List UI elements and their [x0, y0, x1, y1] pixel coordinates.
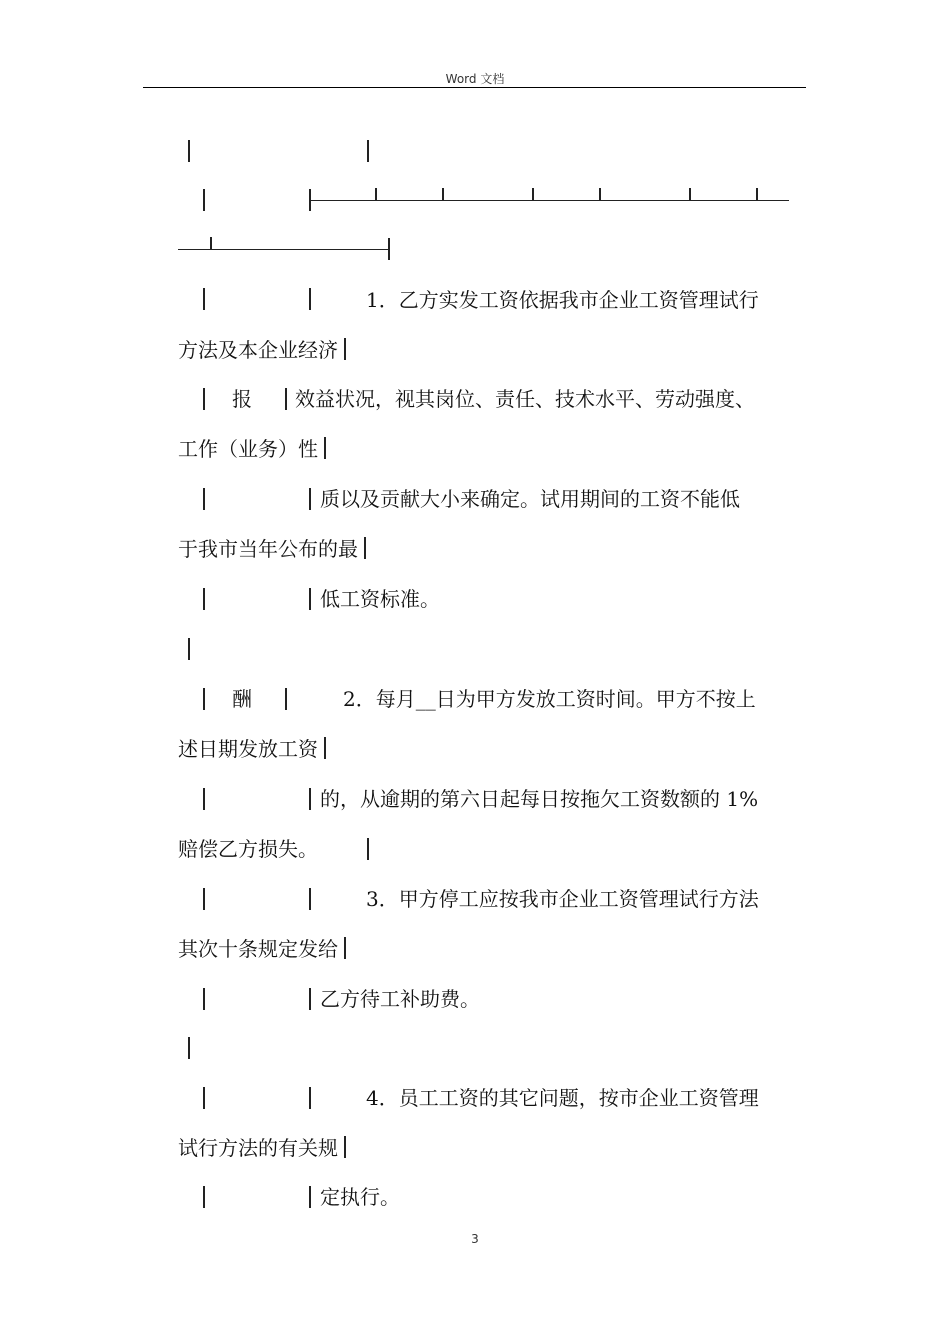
- table-border: [203, 1186, 205, 1208]
- text-line: 工作（业务）性: [178, 436, 332, 462]
- table-border: [203, 189, 205, 211]
- table-rule: [178, 249, 388, 250]
- text-line: 的，从逾期的第六日起每日按拖欠工资数额的 1%: [320, 787, 759, 811]
- table-border: [203, 988, 205, 1010]
- text-line: 效益状况，视其岗位、责任、技术水平、劳动强度、: [295, 387, 755, 411]
- text-line: 质以及贡献大小来确定。试用期间的工资不能低: [320, 487, 740, 511]
- table-border: [203, 888, 205, 910]
- text-line: 4．员工工资的其它问题，按市企业工资管理: [366, 1086, 759, 1110]
- table-tick: [442, 188, 444, 200]
- text-line: 1．乙方实发工资依据我市企业工资管理试行: [366, 288, 759, 312]
- table-border: [388, 238, 390, 260]
- table-tick: [756, 188, 758, 200]
- table-border: [188, 1037, 190, 1059]
- table-border: [309, 788, 311, 810]
- table-border: [203, 288, 205, 310]
- table-border: [203, 488, 205, 510]
- table-border: [309, 1186, 311, 1208]
- text-line: 述日期发放工资: [178, 736, 332, 762]
- table-border: [309, 588, 311, 610]
- row-label: 报: [232, 387, 252, 411]
- page-number: 3: [471, 1232, 479, 1246]
- table-border: [203, 688, 205, 710]
- table-border: [309, 888, 311, 910]
- table-border: [285, 388, 287, 410]
- table-tick: [599, 188, 601, 200]
- table-tick: [375, 188, 377, 200]
- page-header: Word 文档: [445, 72, 505, 86]
- table-border: [367, 838, 369, 860]
- table-border: [309, 1087, 311, 1109]
- text-line: 其次十条规定发给: [178, 936, 352, 962]
- table-border: [188, 638, 190, 660]
- table-rule: [311, 200, 789, 201]
- table-tick: [532, 188, 534, 200]
- text-line: 方法及本企业经济: [178, 337, 352, 363]
- text-line: 于我市当年公布的最: [178, 536, 372, 562]
- table-border: [309, 988, 311, 1010]
- table-border: [203, 388, 205, 410]
- text-line: 2．每月__日为甲方发放工资时间。甲方不按上: [343, 687, 756, 711]
- table-tick: [210, 237, 212, 249]
- text-line: 低工资标准。: [320, 587, 440, 611]
- text-line: 赔偿乙方损失。: [178, 837, 318, 861]
- text-line: 试行方法的有关规: [178, 1135, 352, 1161]
- header-rule: [143, 87, 806, 88]
- text-line: 定执行。: [320, 1185, 400, 1209]
- table-border: [203, 1087, 205, 1109]
- text-line: 乙方待工补助费。: [320, 987, 480, 1011]
- table-tick: [689, 188, 691, 200]
- table-border: [309, 288, 311, 310]
- table-border: [367, 140, 369, 162]
- table-border: [203, 588, 205, 610]
- table-border: [285, 688, 287, 710]
- table-border: [309, 488, 311, 510]
- table-border: [203, 788, 205, 810]
- table-border: [188, 140, 190, 162]
- text-line: 3．甲方停工应按我市企业工资管理试行方法: [366, 887, 759, 911]
- row-label: 酬: [232, 687, 252, 711]
